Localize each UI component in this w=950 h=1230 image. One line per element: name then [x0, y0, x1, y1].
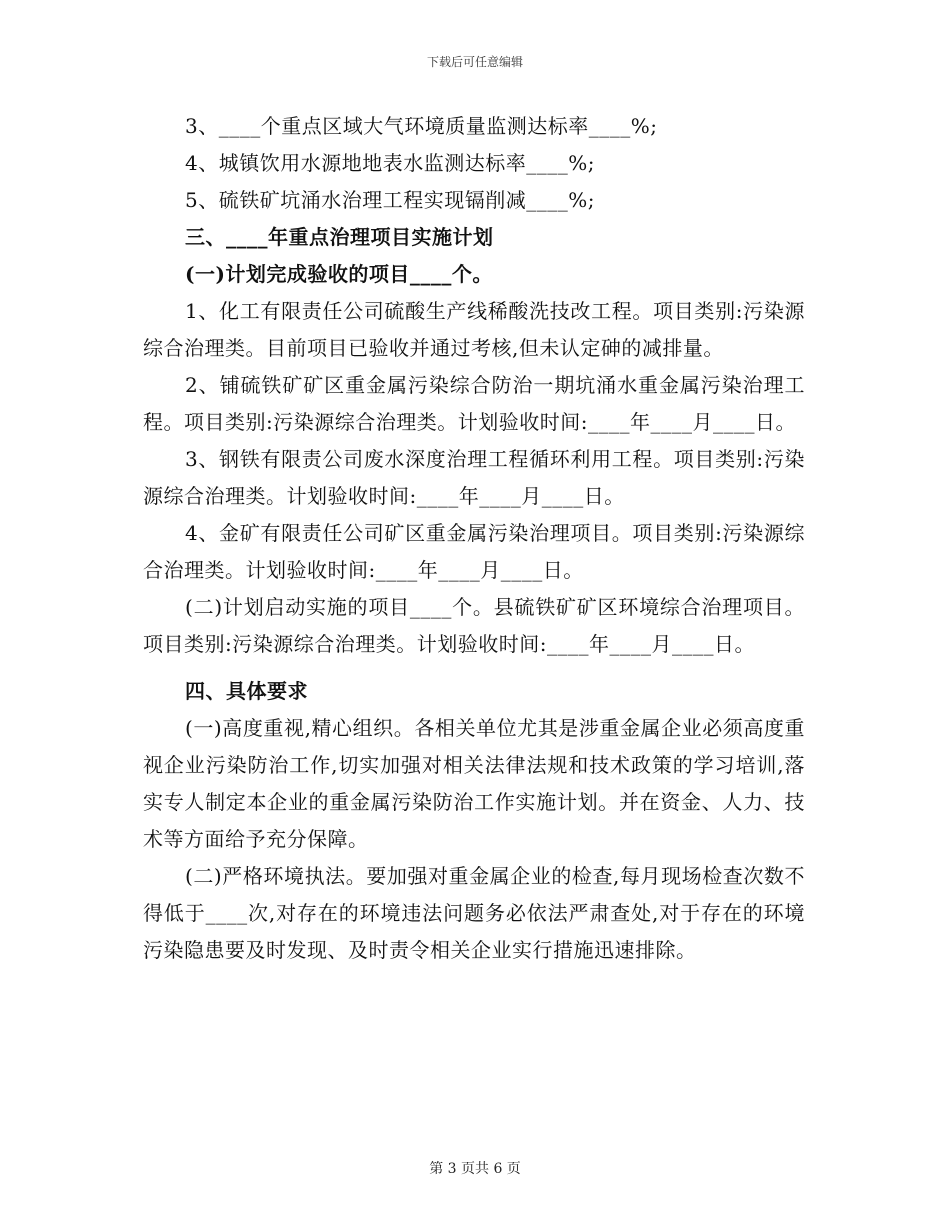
requirement-paragraph-2: (二)严格环境执法。要加强对重金属企业的检查,每月现场检查次数不得低于____次,对存在的环境违法问题务必依法严肃查处,对于存在的环境污染隐患要及时发现、及时责令相关企业实行措施迅速排除。 — [143, 864, 805, 962]
project-item-4: 4、金矿有限责任公司矿区重金属污染治理项目。项目类别:污染源综合治理类。计划验收时间:____年____月____日。 — [143, 521, 805, 582]
page-header-note: 下载后可任意编辑 — [426, 55, 523, 69]
page-footer-number: 第 3 页共 6 页 — [429, 1161, 521, 1177]
requirement-paragraph-1: (一)高度重视,精心组织。各相关单位尤其是涉重金属企业必须高度重视企业污染防治工作,切实加强对相关法律法规和技术政策的学习培训,落实专人制定本企业的重金属污染防治工作实施计划。并在资金、人力、技术等方面给予充分保障。 — [143, 716, 805, 851]
project-item-3: 3、钢铁有限责公司废水深度治理工程循环利用工程。项目类别:污染源综合治理类。计划验收时间:____年____月____日。 — [143, 447, 805, 508]
document-body — [143, 108, 805, 969]
section-heading-3: 三、____年重点治理项目实施计划 — [185, 225, 494, 249]
project-item-2: 2、铺硫铁矿矿区重金属污染综合防治一期坑涌水重金属污染治理工程。项目类别:污染源综合治理类。计划验收时间:____年____月____日。 — [143, 373, 805, 434]
subsection-heading-completed: (一)计划完成验收的项目____个。 — [185, 262, 493, 286]
section-heading-4: 四、具体要求 — [185, 679, 308, 703]
target-item-4: 4、城镇饮用水源地地表水监测达标率____%; — [185, 151, 595, 175]
target-item-5: 5、硫铁矿坑涌水治理工程实现镉削减____%; — [185, 188, 595, 212]
target-item-3: 3、____个重点区域大气环境质量监测达标率____%; — [185, 114, 658, 138]
subsection-planned-start: (二)计划启动实施的项目____个。县硫铁矿矿区环境综合治理项目。项目类别:污染源综合治理类。计划验收时间:____年____月____日。 — [143, 595, 805, 656]
project-item-1: 1、化工有限责任公司硫酸生产线稀酸洗技改工程。项目类别:污染源综合治理类。目前项目已验收并通过考核,但未认定砷的减排量。 — [143, 299, 805, 360]
